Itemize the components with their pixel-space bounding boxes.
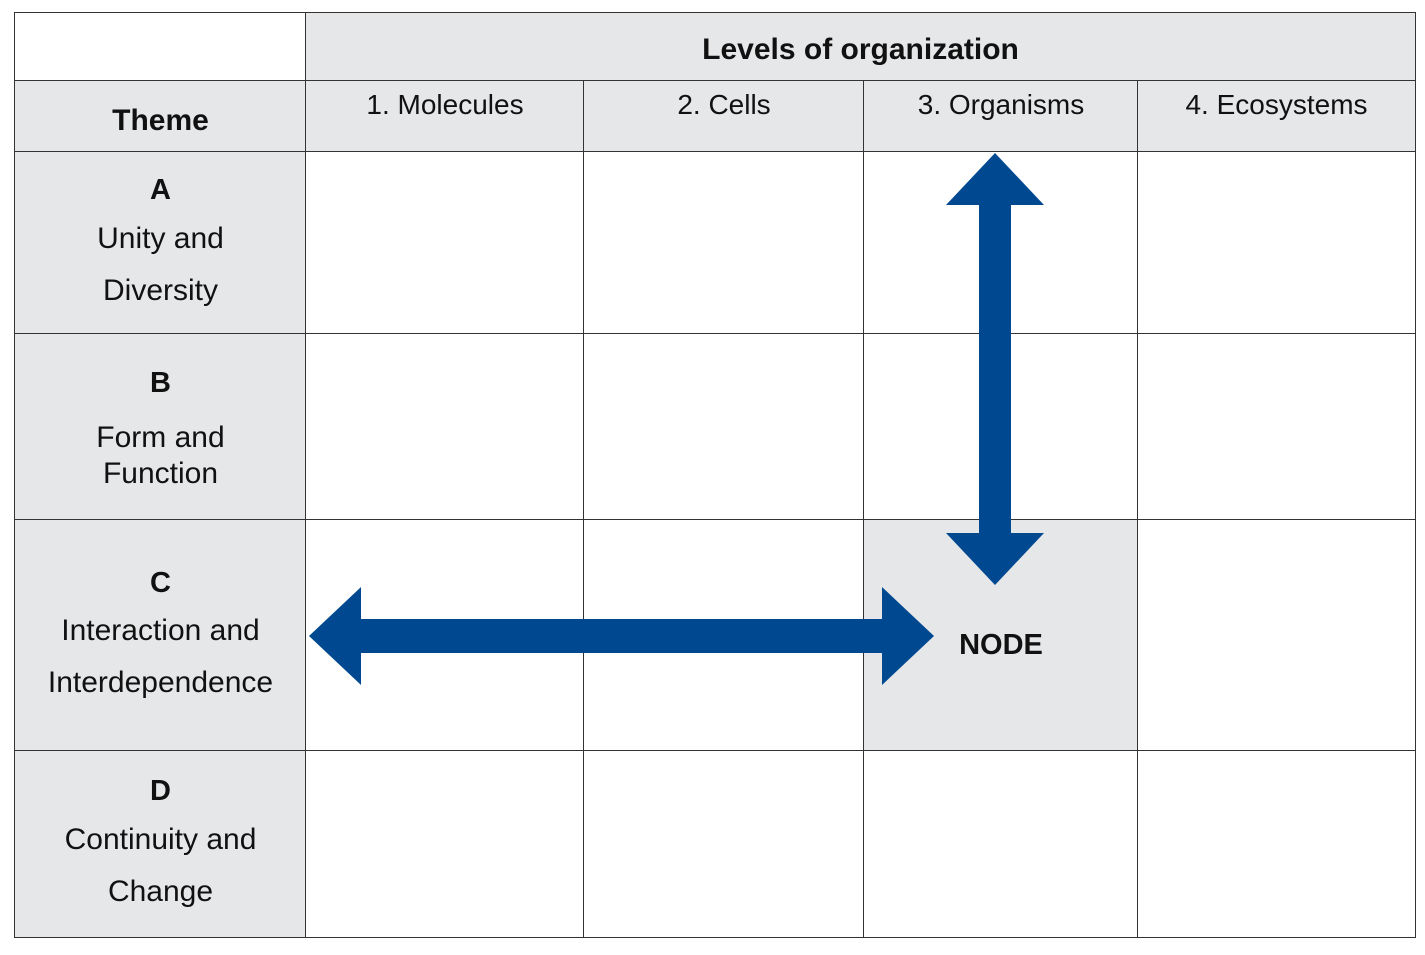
grid-cell-a4 bbox=[1137, 151, 1416, 335]
grid-cell-d3 bbox=[863, 750, 1139, 938]
col-header-ecosystems bbox=[1137, 80, 1416, 153]
grid-cell-b3 bbox=[863, 333, 1139, 521]
theme-row-a bbox=[14, 151, 307, 335]
grid-cell-a2 bbox=[583, 151, 865, 335]
theme-row-b bbox=[14, 333, 307, 521]
theme-name-line: Change bbox=[107, 874, 214, 908]
theme-letter: A bbox=[150, 174, 171, 207]
col-header-label: 4. Ecosystems bbox=[1185, 89, 1368, 120]
grid-cell-b4 bbox=[1137, 333, 1416, 521]
corner-empty-cell bbox=[14, 12, 307, 82]
theme-name-line: Diversity bbox=[102, 273, 218, 307]
grid-cell-a3 bbox=[863, 151, 1139, 335]
theme-row-c bbox=[14, 519, 307, 752]
theme-row-d bbox=[14, 750, 307, 938]
grid-cell-d4 bbox=[1137, 750, 1416, 938]
col-header-label: 2. Cells bbox=[677, 89, 771, 120]
col-header-organisms bbox=[863, 80, 1139, 153]
theme-name-line: Function bbox=[102, 456, 219, 490]
grid-cell-d2 bbox=[583, 750, 865, 938]
grid-cell-c2 bbox=[583, 519, 865, 752]
levels-header bbox=[305, 12, 1416, 82]
col-header-molecules bbox=[305, 80, 585, 153]
grid-cell-d1 bbox=[305, 750, 585, 938]
theme-letter: B bbox=[150, 367, 171, 400]
theme-header bbox=[14, 80, 307, 153]
node-label: NODE bbox=[959, 629, 1043, 661]
col-header-cells bbox=[583, 80, 865, 153]
node-cell bbox=[863, 519, 1139, 752]
theme-name-line: Interaction and bbox=[61, 614, 260, 648]
theme-letter: C bbox=[150, 566, 171, 599]
col-header-label: 3. Organisms bbox=[917, 89, 1085, 120]
theme-name-line: Form and bbox=[96, 420, 225, 454]
theme-name-line: Interdependence bbox=[47, 666, 274, 700]
grid-cell-b1 bbox=[305, 333, 585, 521]
grid-cell-a1 bbox=[305, 151, 585, 335]
theme-name-line: Unity and bbox=[97, 221, 224, 255]
grid-cell-c4 bbox=[1137, 519, 1416, 752]
theme-label: Theme bbox=[112, 103, 209, 137]
col-header-label: 1. Molecules bbox=[366, 89, 524, 120]
theme-name-line: Continuity and bbox=[64, 822, 257, 856]
theme-letter: D bbox=[150, 775, 171, 808]
levels-title: Levels of organization bbox=[702, 33, 1019, 66]
grid-cell-c1 bbox=[305, 519, 585, 752]
grid-cell-b2 bbox=[583, 333, 865, 521]
